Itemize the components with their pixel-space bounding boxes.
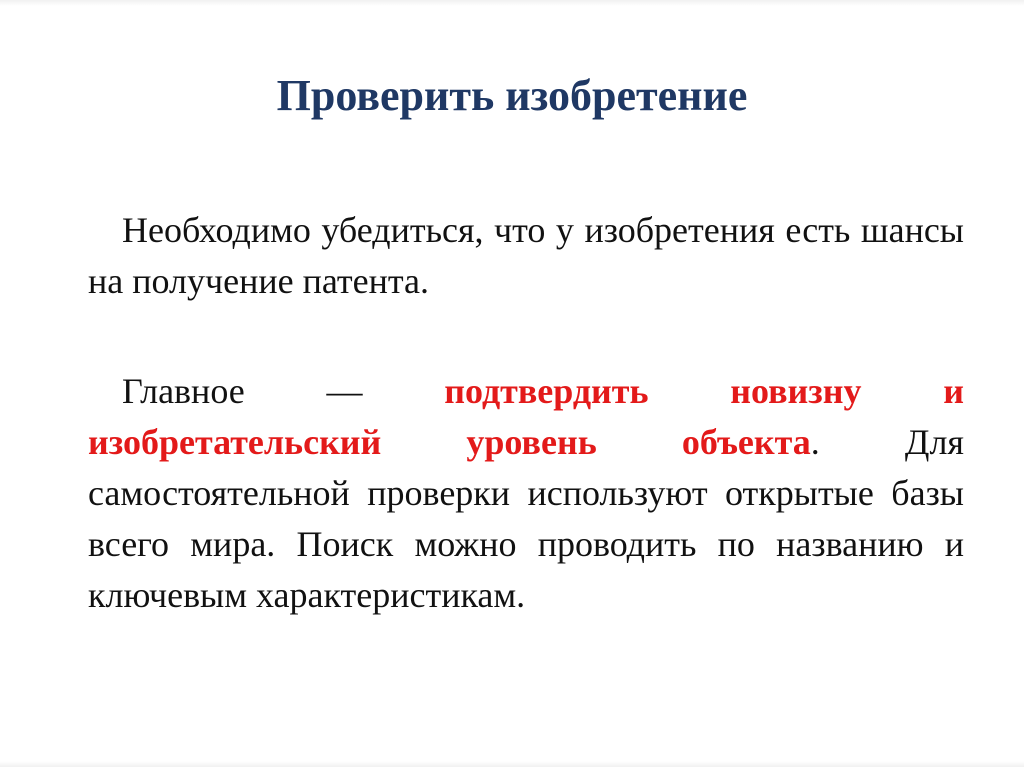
paragraph-lead: Главное — <box>122 371 363 411</box>
slide-bottom-shadow <box>0 761 1024 767</box>
slide-title: Проверить изобретение <box>276 71 748 120</box>
paragraph-patent-chances <box>88 205 964 307</box>
paragraph-rest: Для самостоятельной проверки используют открытые базы всего мира. Поиск можно проводить по названию и ключевым характеристикам. <box>88 422 964 615</box>
paragraph-text: Необходимо убедиться, что у изобретения есть шансы на получение патента. <box>88 210 964 301</box>
highlighted-requirement: подтвердить новизну и изобретательский уровень объекта <box>88 371 965 462</box>
slide-top-shadow <box>0 0 1024 6</box>
paragraph-novelty-check <box>88 366 964 621</box>
paragraph-period: . <box>810 422 820 462</box>
